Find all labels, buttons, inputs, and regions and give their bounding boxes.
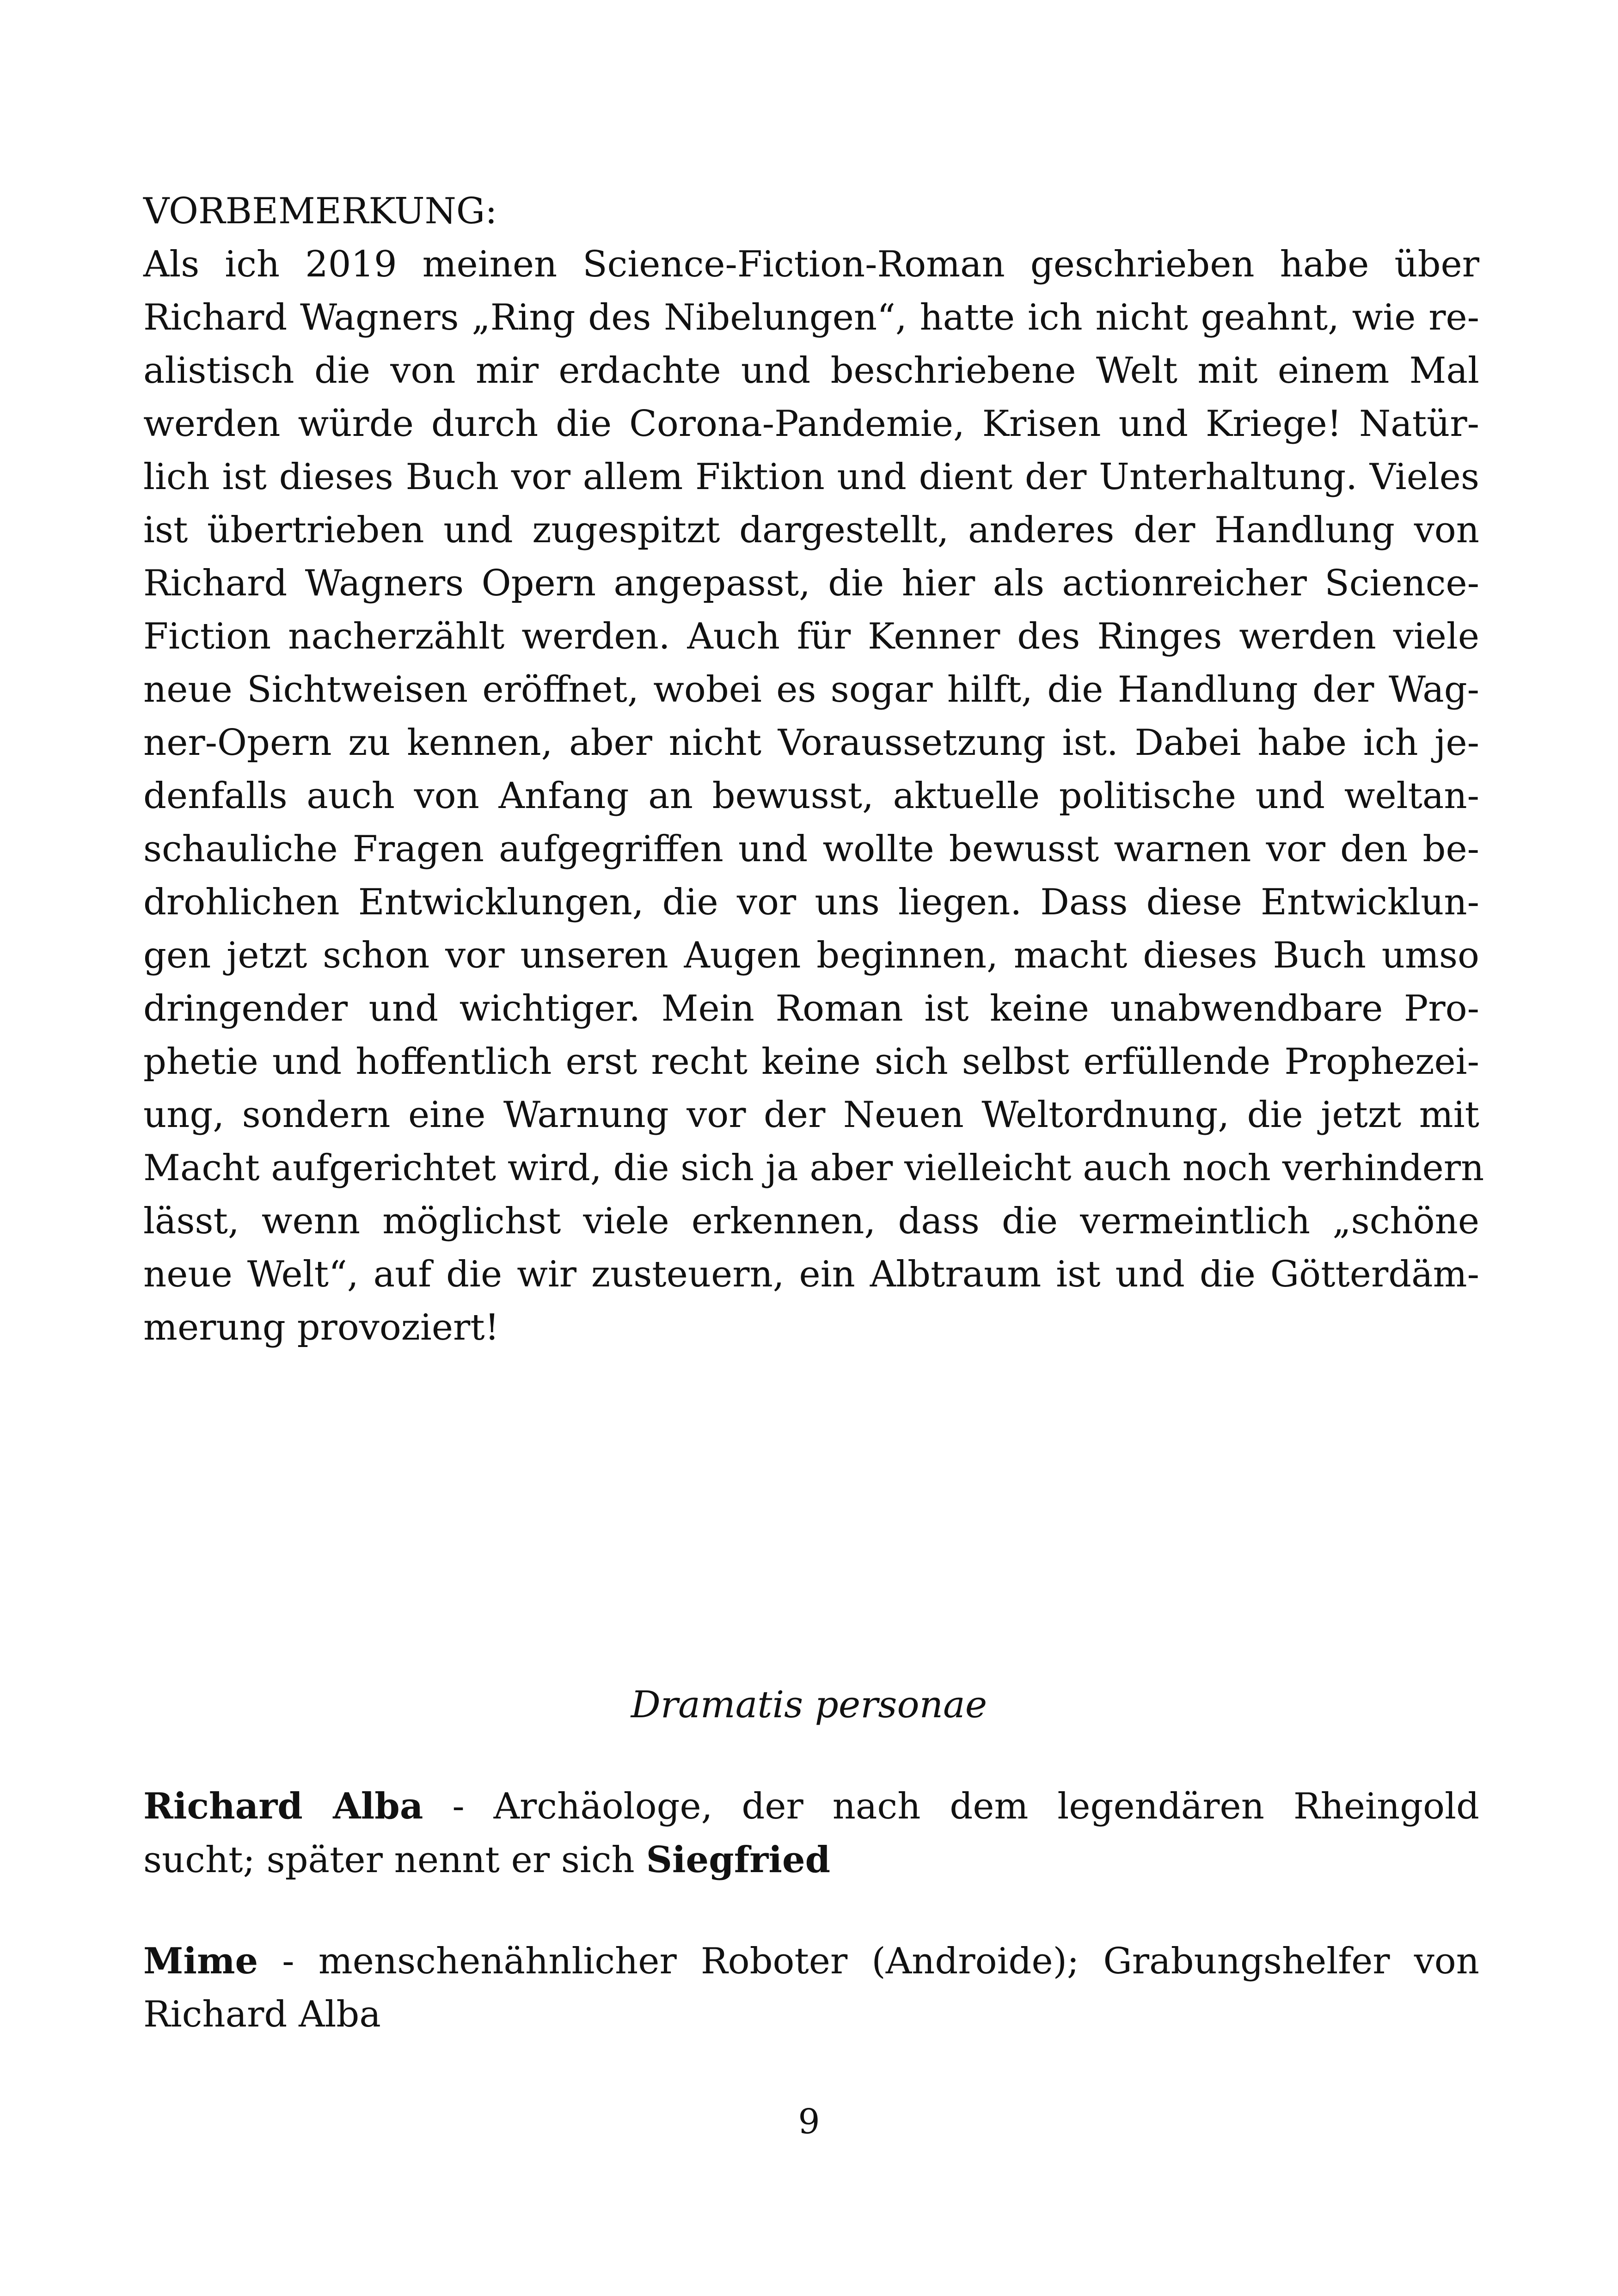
character-name: Richard Alba — [143, 1785, 423, 1827]
character-entry-richard-alba — [143, 1780, 1479, 1887]
foreword-line: merung provoziert! — [143, 1307, 499, 1348]
character-entry-line — [143, 1988, 1479, 2041]
foreword-line: lässt, wenn möglichst viele erkennen, dass die vermeintlich „schöne — [143, 1200, 1479, 1242]
foreword-line: alistisch die von mir erdachte und beschriebene Welt mit einem Mal — [143, 350, 1479, 392]
character-entry-line — [143, 1833, 1479, 1887]
foreword-line: Richard Wagners „Ring des Nibelungen“, hatte ich nicht geahnt, wie re- — [143, 297, 1479, 338]
foreword-line: drohlichen Entwicklungen, die vor uns liegen. Dass diese Entwicklun- — [143, 882, 1479, 923]
foreword-line: gen jetzt schon vor unseren Augen beginnen, macht dieses Buch umso — [143, 935, 1479, 976]
character-entry-line — [143, 1780, 1479, 1833]
foreword-line: schauliche Fragen aufgegriffen und wollte bewusst warnen vor den be- — [143, 828, 1479, 870]
character-alias: Siegfried — [646, 1839, 831, 1881]
foreword-line: denfalls auch von Anfang an bewusst, aktuelle politische und weltan- — [143, 775, 1479, 817]
foreword-line: neue Sichtweisen eröffnet, wobei es sogar hilft, die Handlung der Wag- — [143, 669, 1479, 710]
dramatis-personae-heading: Dramatis personae — [631, 1683, 987, 1726]
foreword-line: ner-Opern zu kennen, aber nicht Voraussetzung ist. Dabei habe ich je- — [143, 722, 1479, 764]
foreword-line: Richard Wagners Opern angepasst, die hier als actionreicher Science- — [143, 563, 1479, 604]
foreword-paragraph — [143, 185, 1484, 1354]
foreword-line: Macht aufgerichtet wird, die sich ja aber vielleicht auch noch verhindern — [143, 1147, 1484, 1189]
character-entry-line — [143, 1935, 1479, 1988]
foreword-line: Fiction nacherzählt werden. Auch für Kenner des Ringes werden viele — [143, 616, 1479, 657]
character-entry-mime — [143, 1935, 1479, 2041]
foreword-line: neue Welt“, auf die wir zusteuern, ein Albtraum ist und die Götterdäm- — [143, 1254, 1479, 1295]
character-name: Mime — [143, 1940, 258, 1982]
foreword-heading: VORBEMERKUNG: — [143, 190, 497, 232]
foreword-line: phetie und hoffentlich erst recht keine sich selbst erfüllende Prophezei- — [143, 1041, 1479, 1083]
page-number: 9 — [798, 2102, 820, 2142]
foreword-line: dringender und wichtiger. Mein Roman ist keine unabwendbare Pro- — [143, 988, 1479, 1029]
character-description: sucht; später nennt er sich — [143, 1839, 646, 1881]
foreword-line: ung, sondern eine Warnung vor der Neuen Weltordnung, die jetzt mit — [143, 1094, 1479, 1136]
foreword-line: werden würde durch die Corona-Pandemie, Krisen und Kriege! Natür- — [143, 403, 1479, 445]
foreword-line: lich ist dieses Buch vor allem Fiktion und dient der Unterhaltung. Vieles — [143, 456, 1479, 498]
foreword-line: Als ich 2019 meinen Science-Fiction-Roman geschrieben habe über — [143, 244, 1479, 285]
foreword-line: ist übertrieben und zugespitzt dargestellt, anderes der Handlung von — [143, 509, 1479, 551]
character-description: Richard Alba — [143, 1994, 381, 2035]
character-description: - menschenähnlicher Roboter (Androide); Grabungshelfer von — [258, 1941, 1479, 1982]
character-description: - Archäologe, der nach dem legendären Rheingold — [423, 1786, 1479, 1827]
